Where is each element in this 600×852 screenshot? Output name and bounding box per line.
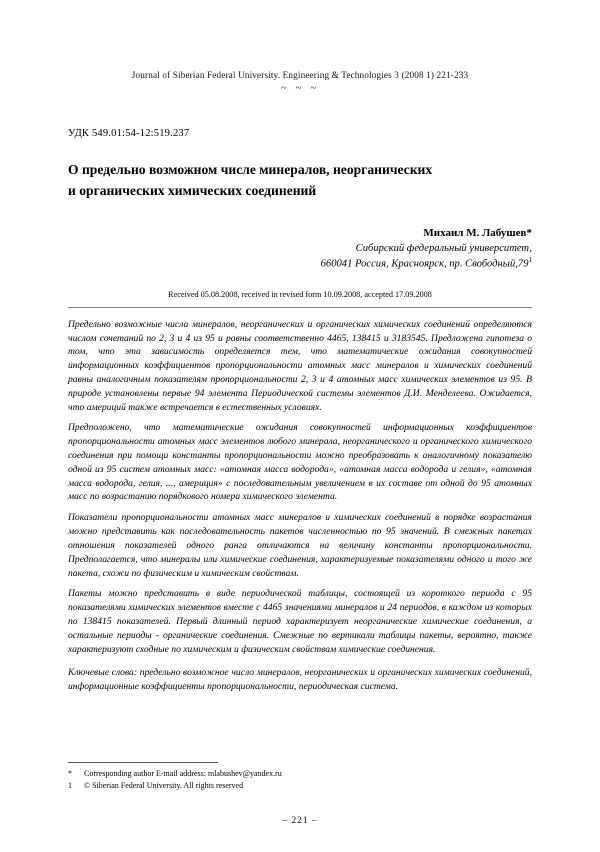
author-name: Михаил М. Лабушев* [423,227,532,240]
abstract-paragraph: Пакеты можно представить в виде периодической таблицы, состоящей из короткого периода с 95 показателями химических элементов вместе с 4465 значениями минералов и 24 периодов, в каждом из которых по 138415 показателей. Первый длинный период характеризует неорганические химические соединения, а остальные периоды - органические соединения. Смежные по вертикали таблицы пакеты, вероятно, также характеризуют сходные по химическим и физическим свойствам химические соединения. [68,588,532,655]
footnote-rule [68,762,218,763]
title-line-1: О предельно возможном числе минералов, неорганических [68,162,433,177]
received-dates: Received 05.08.2008, received in revised form 10.09.2008, accepted 17.09.2008 [168,289,432,299]
affiliation-footnote-mark: 1 [528,256,532,265]
divider-rule [68,307,532,308]
abstract-paragraph: Предположено, что математические ожидания совокупностей информационных коэффициентов пропорциональности атомных масс элементов любого минерала, неорганического и органического химического соединения при помощи константы пропорциональности можно преобразовать к аналогичному показателю одной из 95 систем атомных масс: «атомная масса водорода», «атомная масса водорода и гелия», «атомная масса водорода, гелия, ..., америция» с последовательным увеличением в их составе от одной до 95 атомных масс по возрастанию порядкового номера химического элемента. [68,422,532,503]
keywords: Ключевые слова: предельно возможное число минералов, неорганических и органических химических соединений, информационные коэффициенты пропорциональности, периодическая система. [68,667,532,693]
ornament-divider: ~ ~ ~ [280,82,320,94]
page-number: – 221 – [282,816,318,826]
udk-code: УДК 549.01:54-12:519.237 [68,128,190,139]
footnote-mark: 1 [68,781,72,790]
affiliation [68,241,532,272]
title-line-2: и органических химических соединений [68,183,317,199]
abstract-paragraph: Показатели пропорциональности атомных масс минералов и химических соединений в порядке возрастания можно представить как последовательность пакетов численностью по 95 значений. В смежных пакетах отношения показателей одного ранга отличаются на величину константы пропорциональности. Предполагается, что минералы или химические соединения, характеризуемые показателями одного и того же пакета, схожи по физическим и химическим свойствам. [68,512,532,579]
footnotes [68,762,532,792]
footnote-item [68,780,532,792]
page-title [68,159,532,201]
affiliation-line-2: 660041 Россия, Красноярск, пр. Свободный,79 [320,258,529,270]
footnote-mark: * [68,769,72,778]
affiliation-line-1: Сибирский федеральный университет, [355,243,532,255]
footnote-text: Corresponding author E-mail address: mlabushev@yandex.ru [84,769,282,778]
abstract [68,318,532,694]
footnote-text: © Siberian Federal University. All rights reserved [84,781,244,790]
footnote-item [68,768,532,780]
abstract-paragraph: Предельно возможные числа минералов, неорганических и органических химических соединений определяются числом сочетаний по 2, 3 и 4 из 95 и равны соответственно 4465, 138415 и 3183545. Предложена гипотеза о том, что эта зависимость определяется тем, что математические ожидания совокупностей информационных коэффициентов пропорциональности атомных масс минералов и химических соединений равны аналогичным показателям пропорциональности 2, 3 и 4 атомных масс химических элементов из 95. В природе установлены первые 94 элемента Периодической системы элементов Д.И. Менделеева. Ожидается, что америций также встречается в естественных условиях. [68,318,532,413]
journal-header: Journal of Siberian Federal University. Engineering & Technologies 3 (2008 1) 221-233 [131,70,469,80]
